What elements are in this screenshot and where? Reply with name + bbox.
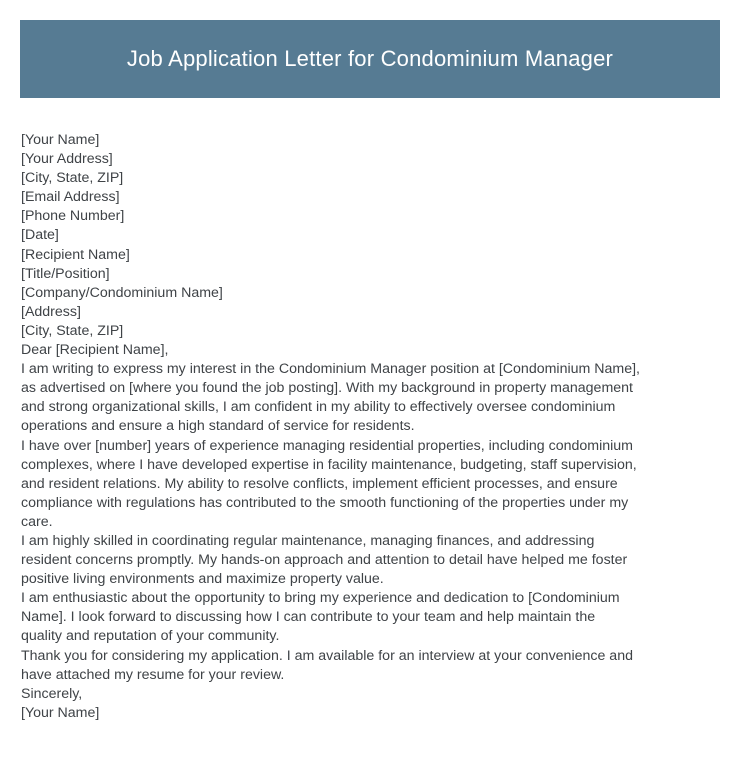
paragraph-line: and strong organizational skills, I am confident in my ability to effectively oversee condominium (21, 399, 616, 416)
salutation: Dear [Recipient Name], (21, 342, 169, 359)
paragraph-line: I have over [number] years of experience managing residential properties, including condominium (21, 437, 633, 454)
paragraph-line: quality and reputation of your community. (21, 628, 280, 645)
paragraph-line: compliance with regulations has contributed to the smooth functioning of the properties under my (21, 494, 629, 511)
title-banner (20, 20, 720, 98)
recipient-line: [Title/Position] (21, 265, 110, 282)
recipient-line: [Company/Condominium Name] (21, 284, 223, 301)
sender-line: [City, State, ZIP] (21, 170, 124, 187)
paragraph-line: I am enthusiastic about the opportunity to bring my experience and dedication to [Condominium (21, 590, 620, 607)
sender-line: [Your Name] (21, 132, 100, 148)
recipient-line: [City, State, ZIP] (21, 322, 124, 339)
paragraph-line: as advertised on [where you found the job posting]. With my background in property management (21, 380, 633, 397)
paragraph-line: I am writing to express my interest in the Condominium Manager position at [Condominium Name], (21, 361, 640, 378)
paragraph-line: and resident relations. My ability to resolve conflicts, implement efficient processes, and ensure (21, 475, 618, 492)
page-title: Job Application Letter for Condominium Manager (126, 46, 614, 71)
paragraph-line: complexes, where I have developed expertise in facility maintenance, budgeting, staff supervision, (21, 456, 637, 473)
paragraph-line: care. (21, 513, 53, 530)
sender-line: [Date] (21, 227, 59, 244)
paragraph-line: Thank you for considering my application. I am available for an interview at your convenience and (21, 647, 633, 664)
paragraph-line: operations and ensure a high standard of service for residents. (21, 418, 415, 435)
paragraph-line: have attached my resume for your review. (21, 666, 285, 683)
letter-body (21, 131, 724, 723)
paragraph-line: resident concerns promptly. My hands-on approach and attention to detail have helped me foster (21, 552, 628, 569)
paragraph-line: Name]. I look forward to discussing how I can contribute to your team and help maintain the (21, 609, 596, 626)
sender-line: [Email Address] (21, 189, 120, 206)
sender-line: [Phone Number] (21, 208, 125, 225)
closing: Sincerely, (21, 685, 83, 702)
recipient-line: [Recipient Name] (21, 246, 130, 263)
paragraph-line: positive living environments and maximize property value. (21, 571, 384, 588)
signature: [Your Name] (21, 704, 100, 721)
recipient-line: [Address] (21, 303, 81, 320)
sender-line: [Your Address] (21, 151, 113, 168)
paragraph-line: I am highly skilled in coordinating regular maintenance, managing finances, and addressing (21, 532, 595, 549)
